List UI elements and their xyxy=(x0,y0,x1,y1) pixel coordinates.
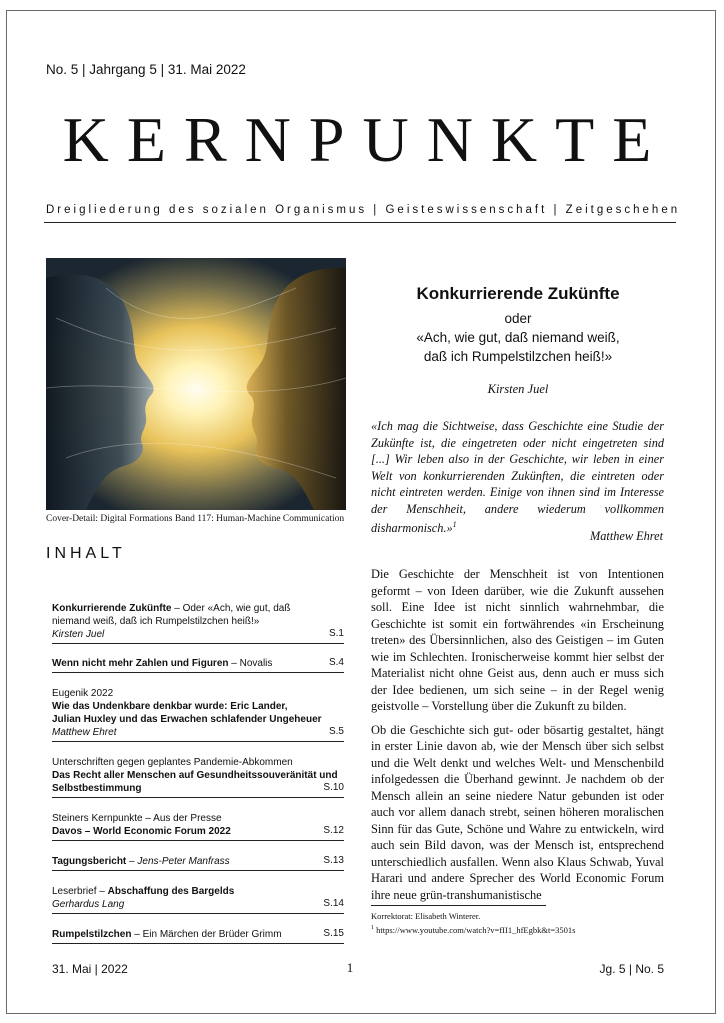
toc-author: Jens-Peter Manfrass xyxy=(137,856,230,867)
subtitle-line: oder xyxy=(504,311,532,326)
toc-title: Davos – World Economic Forum 2022 xyxy=(52,826,231,837)
toc-author: Matthew Ehret xyxy=(52,727,117,738)
issue-line: No. 5 | Jahrgang 5 | 31. Mai 2022 xyxy=(46,62,246,77)
toc-entry[interactable] xyxy=(52,657,344,673)
subtitle-line: «Ach, wie gut, daß niemand weiß, xyxy=(416,330,620,345)
page-number: 1 xyxy=(346,960,354,975)
toc-title: Selbstbestimmung xyxy=(52,783,142,794)
footnote-rule xyxy=(371,905,546,906)
subtitle-line: daß ich Rumpelstilzchen heiß!» xyxy=(423,349,613,364)
quote-author: Matthew Ehret xyxy=(590,529,663,543)
toc-kicker: Steiners Kernpunkte – Aus der Presse xyxy=(52,813,222,824)
footnote-korrektorat: Korrektorat: Elisabeth Winterer. xyxy=(371,911,481,921)
toc-kicker: Leserbrief – xyxy=(52,886,108,897)
toc-entry[interactable] xyxy=(52,812,344,841)
toc-page: S.15 xyxy=(323,928,344,939)
toc-title: Konkurrierende Zukünfte xyxy=(52,603,172,614)
toc-suffix: – Novalis xyxy=(228,658,273,669)
footnote-mark[interactable]: 1 xyxy=(452,520,457,529)
toc-entry[interactable] xyxy=(52,928,344,944)
toc-suffix: – Ein Märchen der Brüder Grimm xyxy=(131,929,282,940)
toc-page: S.10 xyxy=(323,782,344,793)
quote-text: «Ich mag die Sichtweise, dass Geschichte eine Studie der Zukünfte ist, die eingetreten oder nicht eingetreten sind [...] Wir leben also in der Geschichte, wir leben in einer Welt von konkurrierenden Zukünften, die eintreten oder nicht eintreten werden. Einige von ihnen sind im Interesse der Menschheit, andere wiederum vollkommen disharmonisch.» xyxy=(371,419,664,536)
toc-page: S.14 xyxy=(323,898,344,909)
toc-title: Wenn nicht mehr Zahlen und Figuren xyxy=(52,658,229,669)
article-body xyxy=(371,566,664,910)
article-title: Konkurrierende Zukünfte xyxy=(416,284,620,303)
footer-issue: Jg. 5 | No. 5 xyxy=(599,962,664,976)
toc-entry[interactable] xyxy=(52,756,344,798)
toc-title: Das Recht aller Menschen auf Gesundheitssouveränität und xyxy=(52,770,338,781)
toc-page: S.1 xyxy=(328,628,344,639)
toc-subtitle: niemand weiß, daß ich Rumpelstilzchen heiß!» xyxy=(52,616,260,627)
footnote-mark: 1 xyxy=(371,925,374,931)
toc-title: Rumpelstilzchen xyxy=(52,929,132,940)
toc-kicker: Eugenik 2022 xyxy=(52,688,114,699)
toc-heading: INHALT xyxy=(46,545,126,562)
table-of-contents xyxy=(52,602,344,944)
toc-entry[interactable] xyxy=(52,687,344,742)
toc-author: Gerhardus Lang xyxy=(52,899,125,910)
toc-kicker: Unterschriften gegen geplantes Pandemie-Abkommen xyxy=(52,757,293,768)
footnote-1 xyxy=(371,922,664,936)
article-subtitle xyxy=(370,309,666,366)
body-paragraph: Ob die Geschichte sich gut- oder bösartig gestaltet, hängt in erster Linie davon ab, wie der Mensch über sich selbst und die Welt denkt und welches Welt- und Menschenbild infolgedessen die Überhand gewinnt. Je nachdem ob der Mensch allein an seine niedere Natur gebunden ist oder auch vor allem danach strebt, seinen höheren moralischen Sinn für das Gute, Schöne und Wahre zu entwickeln, wird auch sein Bild davon, was der Mensch ist, entsprechend unterschiedlich ausfallen. Wenn also Klaus Schwab, Yuval Harari und andere Sprecher des World Economic Forum ihre neue grün-transhumanistische xyxy=(371,722,664,902)
cover-image xyxy=(46,258,346,510)
article-author: Kirsten Juel xyxy=(487,382,549,396)
toc-page: S.12 xyxy=(323,825,344,836)
toc-page: S.4 xyxy=(328,657,344,668)
toc-entry[interactable] xyxy=(52,855,344,871)
tagline: Dreigliederung des sozialen Organismus | Geisteswissenschaft | Zeitgeschehen xyxy=(46,204,681,216)
footer-date: 31. Mai | 2022 xyxy=(52,962,128,976)
toc-page: S.5 xyxy=(328,726,344,737)
toc-title: Tagungsbericht xyxy=(52,856,127,867)
masthead: KERNPUNKTE xyxy=(62,104,670,175)
cover-illustration xyxy=(46,258,346,510)
cover-caption: Cover-Detail: Digital Formations Band 117: Human-Machine Communication xyxy=(46,514,345,524)
footnotes xyxy=(371,910,664,936)
footnote-link[interactable]: https://www.youtube.com/watch?v=fII1_hfEgbk&t=3501s xyxy=(374,924,576,935)
toc-entry[interactable] xyxy=(52,885,344,914)
body-paragraph: Die Geschichte der Menschheit ist von Intentionen geformt – von Ideen darüber, wie die Zukunft aussehen soll. Eine Idee ist nicht sinnlich wahrnehmbar, die Geschichte ist somit ein fortwährendes «in Erscheinung treten» des Übersinnlichen, also des Geistigen – im Guten wie im Schlechten. Ironischerweise kommt hier selbst der Materialist nicht ohne Geist aus, denn auch er muss sich der Idee bedienen, um sich seine – in der Regel wenig geistvolle – Vorstellung über die Zukunft zu bilden. xyxy=(371,567,664,713)
toc-title: Julian Huxley und das Erwachen schlafender Ungeheuer xyxy=(52,714,322,725)
epigraph-quote xyxy=(371,418,664,537)
toc-author: Kirsten Juel xyxy=(52,629,105,640)
toc-page: S.13 xyxy=(323,855,344,866)
toc-title: Wie das Undenkbare denkbar wurde: Eric Lander, xyxy=(52,701,288,712)
toc-dash: – xyxy=(126,856,138,867)
header-rule xyxy=(44,222,676,223)
toc-subtitle: – Oder «Ach, wie gut, daß xyxy=(171,603,291,614)
toc-entry[interactable] xyxy=(52,602,344,644)
toc-title: Abschaffung des Bargelds xyxy=(107,886,235,897)
